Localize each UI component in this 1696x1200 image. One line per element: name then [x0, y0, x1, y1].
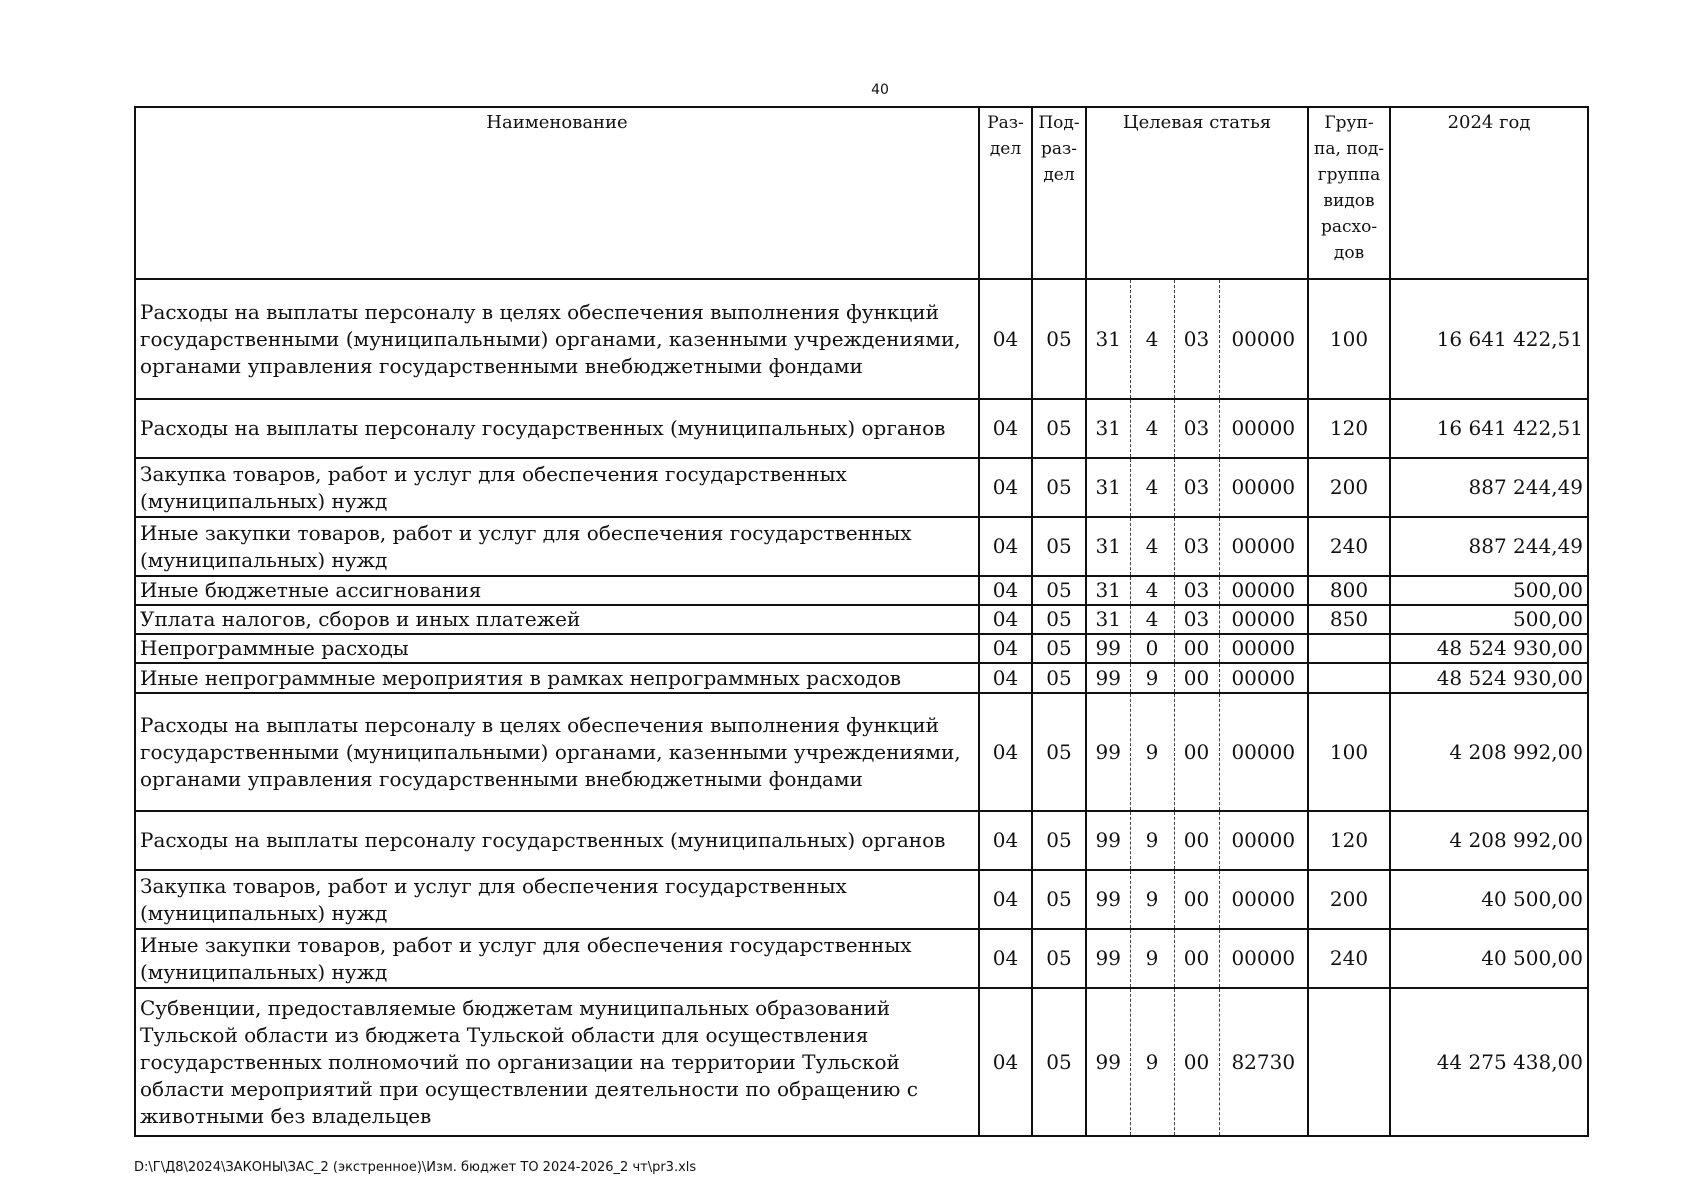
cell-target-program: 99 [1086, 988, 1130, 1136]
cell-target-code: 00000 [1219, 279, 1308, 399]
table-row [135, 279, 1588, 399]
cell-amount: 48 524 930,00 [1390, 634, 1588, 663]
cell-target-code: 00000 [1219, 929, 1308, 988]
header-target-article: Целевая статья [1086, 107, 1308, 279]
cell-target-type: 9 [1130, 693, 1174, 811]
cell-expense-group [1308, 988, 1390, 1136]
cell-expense-group [1308, 663, 1390, 693]
cell-name: Расходы на выплаты персоналу государственных (муниципальных) органов [135, 811, 979, 870]
cell-name: Расходы на выплаты персоналу в целях обеспечения выполнения функций государственными (муниципальными) органами, казенными учреждениями, органами управления государственными внебюджетными фондами [135, 279, 979, 399]
cell-target-program: 31 [1086, 605, 1130, 634]
cell-target-code: 00000 [1219, 517, 1308, 576]
cell-amount: 40 500,00 [1390, 870, 1588, 929]
cell-name: Уплата налогов, сборов и иных платежей [135, 605, 979, 634]
cell-section: 04 [979, 693, 1032, 811]
cell-name: Непрограммные расходы [135, 634, 979, 663]
cell-target-type: 4 [1130, 605, 1174, 634]
header-name: Наименование [135, 107, 979, 279]
cell-target-program: 31 [1086, 279, 1130, 399]
cell-amount: 40 500,00 [1390, 929, 1588, 988]
cell-target-direction: 03 [1174, 605, 1219, 634]
header-subsection: Под- раз- дел [1032, 107, 1086, 279]
cell-subsection: 05 [1032, 663, 1086, 693]
table-row [135, 988, 1588, 1136]
cell-target-direction: 03 [1174, 458, 1219, 517]
cell-expense-group: 120 [1308, 811, 1390, 870]
cell-subsection: 05 [1032, 693, 1086, 811]
cell-target-type: 9 [1130, 811, 1174, 870]
cell-subsection: 05 [1032, 279, 1086, 399]
budget-table [134, 106, 1589, 1137]
table-row [135, 870, 1588, 929]
cell-target-program: 31 [1086, 576, 1130, 605]
cell-section: 04 [979, 988, 1032, 1136]
cell-subsection: 05 [1032, 634, 1086, 663]
table-row [135, 811, 1588, 870]
cell-target-code: 00000 [1219, 663, 1308, 693]
cell-target-program: 99 [1086, 634, 1130, 663]
cell-target-type: 4 [1130, 576, 1174, 605]
cell-target-program: 31 [1086, 399, 1130, 458]
cell-expense-group: 120 [1308, 399, 1390, 458]
cell-subsection: 05 [1032, 576, 1086, 605]
cell-section: 04 [979, 517, 1032, 576]
cell-amount: 48 524 930,00 [1390, 663, 1588, 693]
cell-section: 04 [979, 576, 1032, 605]
cell-subsection: 05 [1032, 988, 1086, 1136]
header-expense-group: Груп- па, под- группа видов расхо- дов [1308, 107, 1390, 279]
cell-section: 04 [979, 458, 1032, 517]
cell-section: 04 [979, 929, 1032, 988]
cell-amount: 500,00 [1390, 576, 1588, 605]
cell-amount: 887 244,49 [1390, 517, 1588, 576]
cell-expense-group: 240 [1308, 517, 1390, 576]
cell-target-type: 9 [1130, 663, 1174, 693]
cell-target-type: 0 [1130, 634, 1174, 663]
cell-target-program: 31 [1086, 458, 1130, 517]
table-row [135, 693, 1588, 811]
cell-name: Иные бюджетные ассигнования [135, 576, 979, 605]
cell-subsection: 05 [1032, 605, 1086, 634]
cell-name: Расходы на выплаты персоналу государственных (муниципальных) органов [135, 399, 979, 458]
table-row [135, 576, 1588, 605]
cell-target-direction: 00 [1174, 870, 1219, 929]
cell-target-direction: 03 [1174, 399, 1219, 458]
cell-amount: 4 208 992,00 [1390, 693, 1588, 811]
cell-target-code: 00000 [1219, 870, 1308, 929]
cell-target-program: 99 [1086, 693, 1130, 811]
cell-name: Закупка товаров, работ и услуг для обеспечения государственных (муниципальных) нужд [135, 870, 979, 929]
cell-target-direction: 00 [1174, 693, 1219, 811]
cell-target-program: 31 [1086, 517, 1130, 576]
cell-section: 04 [979, 663, 1032, 693]
table-row [135, 399, 1588, 458]
cell-target-direction: 00 [1174, 634, 1219, 663]
cell-name: Иные закупки товаров, работ и услуг для обеспечения государственных (муниципальных) нужд [135, 929, 979, 988]
cell-amount: 44 275 438,00 [1390, 988, 1588, 1136]
cell-expense-group: 200 [1308, 870, 1390, 929]
cell-expense-group: 240 [1308, 929, 1390, 988]
cell-target-type: 4 [1130, 517, 1174, 576]
table-row [135, 458, 1588, 517]
cell-section: 04 [979, 634, 1032, 663]
cell-section: 04 [979, 811, 1032, 870]
cell-amount: 4 208 992,00 [1390, 811, 1588, 870]
table-header-row [135, 107, 1588, 279]
cell-target-direction: 00 [1174, 988, 1219, 1136]
header-section: Раз- дел [979, 107, 1032, 279]
cell-name: Расходы на выплаты персоналу в целях обеспечения выполнения функций государственными (муниципальными) органами, казенными учреждениями, органами управления государственными внебюджетными фондами [135, 693, 979, 811]
cell-subsection: 05 [1032, 811, 1086, 870]
cell-subsection: 05 [1032, 399, 1086, 458]
cell-target-code: 00000 [1219, 576, 1308, 605]
table-row [135, 663, 1588, 693]
cell-subsection: 05 [1032, 870, 1086, 929]
cell-target-code: 00000 [1219, 605, 1308, 634]
cell-expense-group: 850 [1308, 605, 1390, 634]
cell-name: Иные закупки товаров, работ и услуг для обеспечения государственных (муниципальных) нужд [135, 517, 979, 576]
cell-target-type: 9 [1130, 988, 1174, 1136]
cell-section: 04 [979, 605, 1032, 634]
cell-expense-group: 100 [1308, 279, 1390, 399]
table-row [135, 517, 1588, 576]
cell-section: 04 [979, 399, 1032, 458]
cell-target-type: 4 [1130, 279, 1174, 399]
cell-target-direction: 00 [1174, 663, 1219, 693]
cell-subsection: 05 [1032, 929, 1086, 988]
table-row [135, 605, 1588, 634]
cell-target-code: 00000 [1219, 634, 1308, 663]
table-row [135, 634, 1588, 663]
cell-name: Иные непрограммные мероприятия в рамках непрограммных расходов [135, 663, 979, 693]
cell-target-type: 4 [1130, 399, 1174, 458]
cell-amount: 500,00 [1390, 605, 1588, 634]
cell-target-code: 82730 [1219, 988, 1308, 1136]
cell-target-code: 00000 [1219, 458, 1308, 517]
file-path-footer: D:\Г\Д8\2024\ЗАКОНЫ\ЗАС_2 (экстренное)\Изм. бюджет ТО 2024-2026_2 чт\pr3.xls [134, 1160, 697, 1175]
cell-target-code: 00000 [1219, 811, 1308, 870]
cell-expense-group: 800 [1308, 576, 1390, 605]
cell-section: 04 [979, 870, 1032, 929]
header-year: 2024 год [1390, 107, 1588, 279]
cell-subsection: 05 [1032, 458, 1086, 517]
cell-target-type: 4 [1130, 458, 1174, 517]
cell-target-program: 99 [1086, 929, 1130, 988]
cell-target-code: 00000 [1219, 399, 1308, 458]
cell-expense-group: 100 [1308, 693, 1390, 811]
cell-target-direction: 03 [1174, 517, 1219, 576]
cell-amount: 887 244,49 [1390, 458, 1588, 517]
table-body [135, 279, 1588, 1136]
cell-target-direction: 00 [1174, 811, 1219, 870]
cell-target-type: 9 [1130, 929, 1174, 988]
cell-target-program: 99 [1086, 663, 1130, 693]
cell-expense-group: 200 [1308, 458, 1390, 517]
cell-target-program: 99 [1086, 811, 1130, 870]
cell-expense-group [1308, 634, 1390, 663]
cell-target-code: 00000 [1219, 693, 1308, 811]
table-row [135, 929, 1588, 988]
cell-target-direction: 00 [1174, 929, 1219, 988]
cell-target-direction: 03 [1174, 576, 1219, 605]
cell-subsection: 05 [1032, 517, 1086, 576]
cell-target-direction: 03 [1174, 279, 1219, 399]
cell-amount: 16 641 422,51 [1390, 399, 1588, 458]
cell-target-program: 99 [1086, 870, 1130, 929]
cell-name: Закупка товаров, работ и услуг для обеспечения государственных (муниципальных) нужд [135, 458, 979, 517]
cell-section: 04 [979, 279, 1032, 399]
page-number: 40 [871, 82, 889, 98]
cell-amount: 16 641 422,51 [1390, 279, 1588, 399]
cell-target-type: 9 [1130, 870, 1174, 929]
cell-name: Субвенции, предоставляемые бюджетам муниципальных образований Тульской области из бюджета Тульской области для осуществления государственных полномочий по организации на территории Тульской области мероприятий при осуществлении деятельности по обращению с животными без владельцев [135, 988, 979, 1136]
